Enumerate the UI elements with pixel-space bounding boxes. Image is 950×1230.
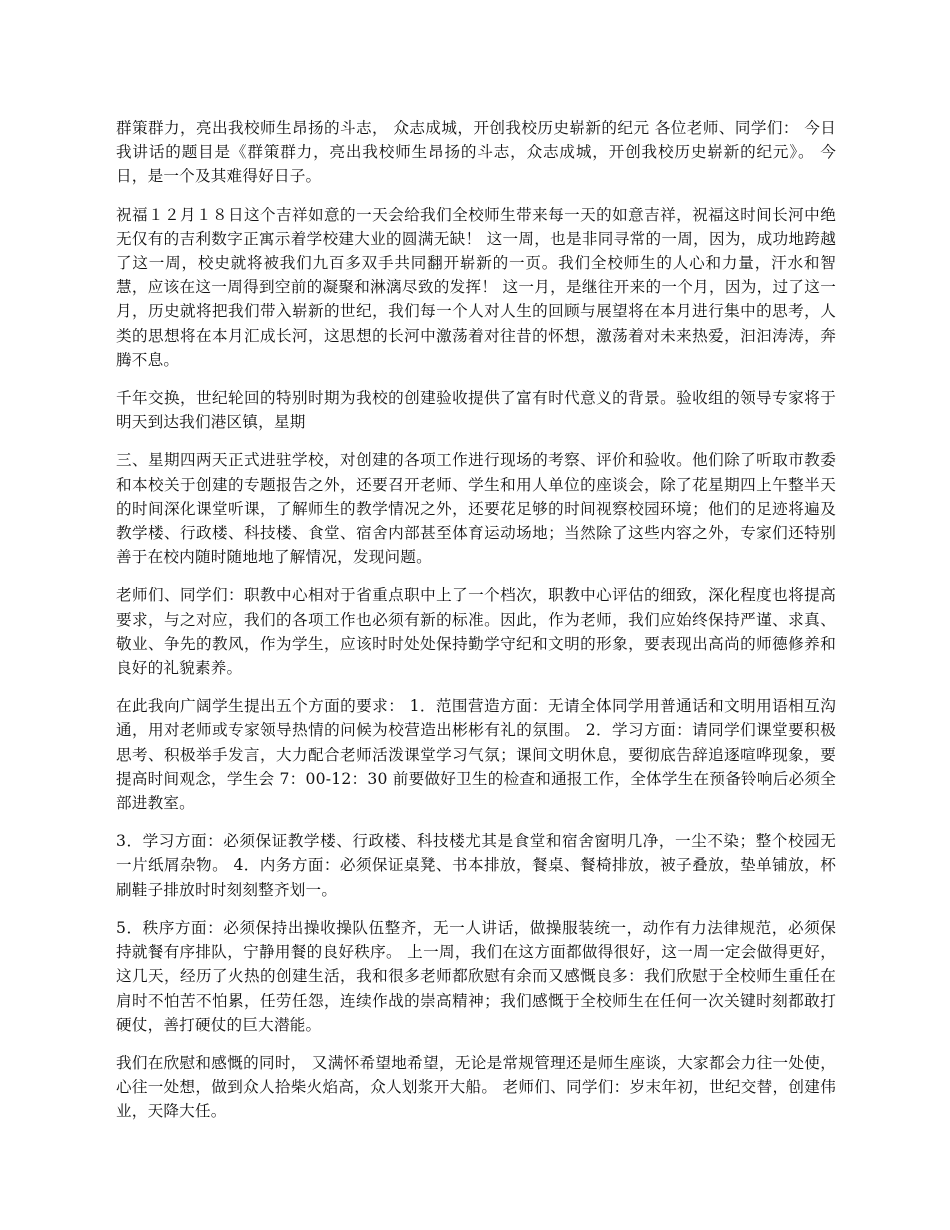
paragraph-6: 在此我向广阔学生提出五个方面的要求： 1．范围营造方面：无请全体同学用普通话和文明用语相互沟通，用对老师或专家领导热情的问候为校营造出彬彬有礼的氛围。 2．学习方面：请同学们课堂要积极思考、积极举手发言，大力配合老师活泼课堂学习气氛；课间文明休息，要彻底告辞追逐喧哗现象，要提高时间观念，学生会 7：00-12：30 前要做好卫生的检查和通报工作，全体学生在预备铃响后必须全部进教室。 [116,697,836,813]
paragraph-5: 老师们、同学们：职教中心相对于省重点职中上了一个档次，职教中心评估的细致，深化程度也将提高要求，与之对应，我们的各项工作也必须有新的标准。因此，作为老师，我们应始终保持严谨、求真、敬业、争先的教风，作为学生，应该时时处处保持勤学守纪和文明的形象，要表现出高尚的师德修养和良好的礼貌素养。 [116,586,836,678]
document-body [116,116,836,1138]
paragraph-7: 3．学习方面：必须保证教学楼、行政楼、科技楼尤其是食堂和宿舍窗明几净，一尘不染；整个校园无一片纸屑杂物。 4．内务方面：必须保证桌凳、书本排放，餐桌、餐椅排放，被子叠放，垫单铺放，杯刷鞋子排放时时刻刻整齐划一。 [116,832,836,899]
paragraph-4: 三、星期四两天正式进驻学校，对创建的各项工作进行现场的考察、评价和验收。他们除了听取市教委和本校关于创建的专题报告之外，还要召开老师、学生和用人单位的座谈会，除了花星期四上午整半天的时间深化课堂听课，了解师生的教学情况之外，还要花足够的时间视察校园环境；他们的足迹将遍及教学楼、行政楼、科技楼、食堂、宿舍内部甚至体育运动场地；当然除了这些内容之外，专家们还特别善于在校内随时随地地了解情况，发现问题。 [116,451,836,567]
paragraph-9: 我们在欣慰和感慨的同时， 又满怀希望地希望，无论是常规管理还是师生座谈，大家都会力往一处使，心往一处想，做到众人拾柴火焰高，众人划浆开大船。 老师们、同学们：岁末年初，世纪交替，创建伟业，天降大任。 [116,1053,836,1121]
paragraph-8: 5．秩序方面：必须保持出操收操队伍整齐，无一人讲话，做操服装统一，动作有力法律规范，必须保持就餐有序排队，宁静用餐的良好秩序。 上一周，我们在这方面都做得很好，这一周一定会做得更好，这几天，经历了火热的创建生活，我和很多老师都欣慰有余而又感慨良多：我们欣慰于全校师生重任在肩时不怕苦不怕累，任劳任怨，连续作战的崇高精神；我们感慨于全校师生在任何一次关键时刻都敢打硬仗，善打硬仗的巨大潜能。 [116,918,836,1034]
paragraph-2: 祝福１２月１８日这个吉祥如意的一天会给我们全校师生带来每一天的如意吉祥，祝福这时间长河中绝无仅有的吉利数字正寓示着学校建大业的圆满无缺！ 这一周，也是非同寻常的一周，因为，成功地跨越了这一周，校史就将被我们九百多双手共同翻开崭新的一页。我们全校师生的人心和力量，汗水和智慧，应该在这一周得到空前的凝聚和淋漓尽致的发挥！ 这一月，是继往开来的一个月，因为，过了这一月，历史就将把我们带入崭新的世纪，我们每一个人对人生的回顾与展望将在本月进行集中的思考，人类的思想将在本月汇成长河，这思想的长河中激荡着对往昔的怀想，激荡着对未来热爱，汩汩涛涛，奔腾不息。 [116,205,836,369]
paragraph-3: 千年交换，世纪轮回的特别时期为我校的创建验收提供了富有时代意义的背景。验收组的领导专家将于明天到达我们港区镇，星期 [116,389,836,432]
paragraph-1: 群策群力，亮出我校师生昂扬的斗志， 众志成城，开创我校历史崭新的纪元 各位老师、同学们： 今日我讲话的题目是《群策群力，亮出我校师生昂扬的斗志，众志成城，开创我校历史崭新的纪元》。 今日，是一个及其难得好日子。 [116,119,836,186]
